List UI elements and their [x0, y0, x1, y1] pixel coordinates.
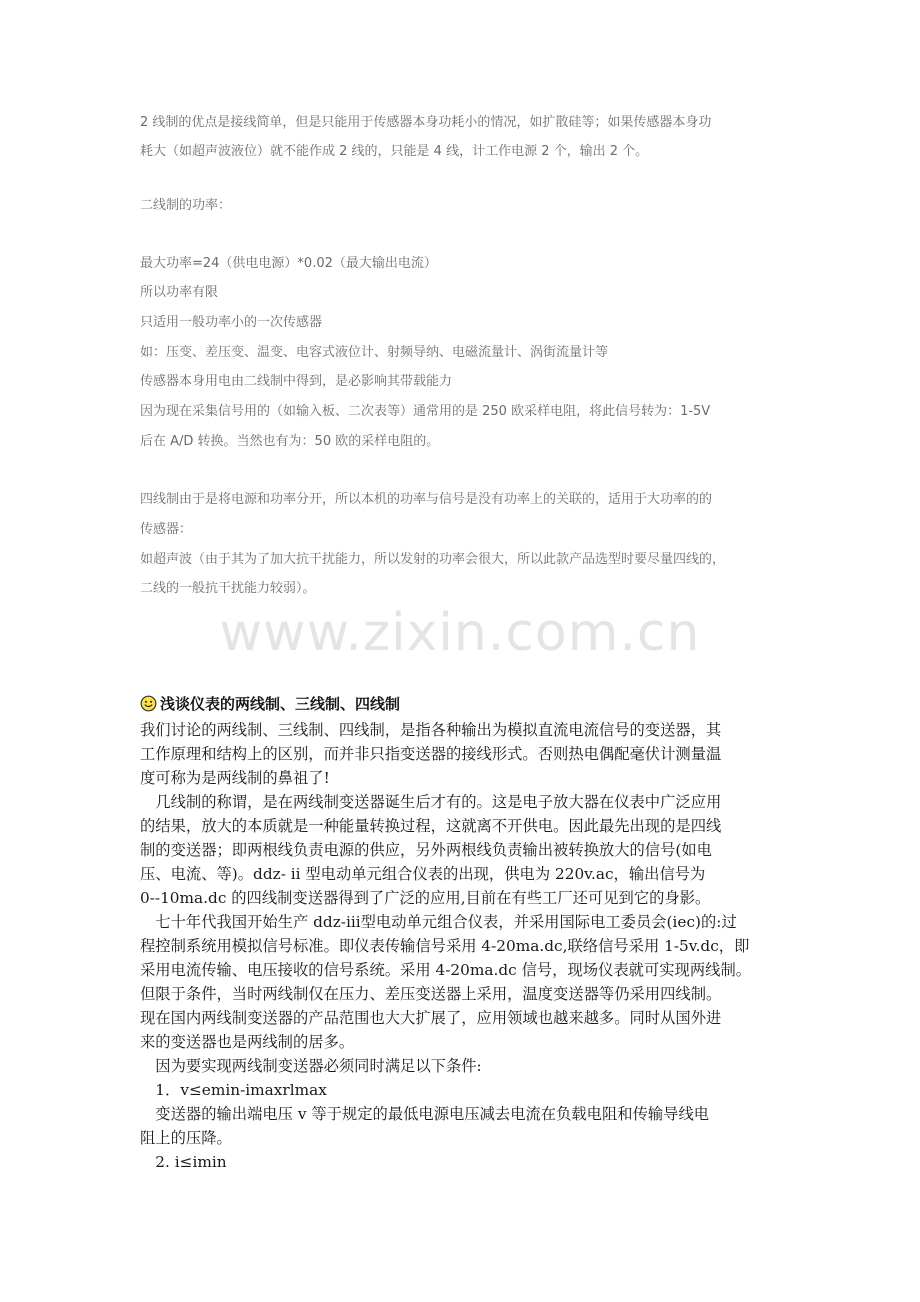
text-line: 二线制的功率：: [140, 198, 232, 213]
text-line: 现在国内两线制变送器的产品范围也大大扩展了，应用领域也越来越多。同时从国外进: [140, 1009, 722, 1027]
text-line: 压、电流、等)。ddz- ii 型电动单元组合仪表的出现，供电为 220v.ac，输出信号为: [140, 865, 706, 883]
text-line: 2. i≤imin: [140, 1153, 227, 1171]
text-line: 度可称为是两线制的鼻祖了!: [140, 769, 330, 787]
section-heading: [140, 693, 400, 714]
text-line: 0--10ma.dc 的四线制变送器得到了广泛的应用,目前在有些工厂还可见到它的身影。: [140, 889, 711, 907]
text-line: 最大功率=24（供电电源）*0.02（最大输出电流）: [140, 256, 437, 271]
section-title: 浅谈仪表的两线制、三线制、四线制: [160, 695, 401, 713]
text-line: 所以功率有限: [140, 285, 219, 300]
text-line: 来的变送器也是两线制的居多。: [140, 1033, 355, 1051]
text-line: 1．v≤emin-imaxrlmax: [140, 1081, 327, 1099]
text-line: 如超声波（由于其为了加大抗干扰能力，所以发射的功率会很大，所以此款产品选型时要尽量四线的，: [140, 552, 726, 567]
text-line: 传感器本身用电由二线制中得到，是必影响其带载能力: [140, 374, 453, 389]
text-line: 如：压变、差压变、温变、电容式液位计、射频导纳、电磁流量计、涡街流量计等: [140, 345, 609, 360]
text-line: 采用电流传输、电压接收的信号系统。采用 4-20ma.dc 信号，现场仪表就可实现两线制。: [140, 961, 752, 979]
text-line: 传感器：: [140, 522, 193, 537]
text-line: 工作原理和结构上的区别，而并非只指变送器的接线形式。否则热电偶配毫伏计测量温: [140, 745, 722, 763]
text-line: 几线制的称谓，是在两线制变送器诞生后才有的。这是电子放大器在仪表中广泛应用: [140, 793, 722, 811]
text-line: 我们讨论的两线制、三线制、四线制，是指各种输出为模拟直流电流信号的变送器，其: [140, 721, 722, 739]
text-line: 阻上的压降。: [140, 1129, 232, 1147]
smiley-icon: [140, 695, 157, 712]
text-line: 制的变送器；即两根线负责电源的供应，另外两根线负责输出被转换放大的信号(如电: [140, 841, 712, 859]
text-line: 但限于条件，当时两线制仅在压力、差压变送器上采用，温度变送器等仍采用四线制。: [140, 985, 722, 1003]
text-line: 的结果，放大的本质就是一种能量转换过程，这就离不开供电。因此最先出现的是四线: [140, 817, 722, 835]
text-line: 因为要实现两线制变送器必须同时满足以下条件:: [140, 1057, 482, 1075]
watermark: www.zixin.com.cn: [219, 603, 701, 663]
text-line: 耗大（如超声波液位）就不能作成 2 线的，只能是 4 线，计工作电源 2 个，输出 2 个。: [140, 144, 649, 159]
text-line: 后在 A/D 转换。当然也有为：50 欧的采样电阻的。: [140, 434, 440, 449]
text-line: 七十年代我国开始生产 ddz-iii型电动单元组合仪表，并采用国际电工委员会(iec)的:过: [140, 913, 737, 931]
text-line: 四线制由于是将电源和功率分开，所以本机的功率与信号是没有功率上的关联的，适用于大功率的的: [140, 492, 713, 507]
text-line: 只适用一般功率小的一次传感器: [140, 315, 323, 330]
text-line: 程控制系统用模拟信号标准。即仪表传输信号采用 4-20ma.dc,联络信号采用 1-5v.dc，即: [140, 937, 750, 955]
text-line: 2 线制的优点是接线简单，但是只能用于传感器本身功耗小的情况，如扩散硅等；如果传感器本身功: [140, 115, 712, 130]
text-line: 变送器的输出端电压 v 等于规定的最低电源电压减去电流在负载电阻和传输导线电: [140, 1105, 710, 1123]
text-line: 因为现在采集信号用的（如输入板、二次表等）通常用的是 250 欧采样电阻，将此信号转为：1-5V: [140, 404, 711, 419]
text-line: 二线的一般抗干扰能力较弱）。: [140, 581, 316, 596]
